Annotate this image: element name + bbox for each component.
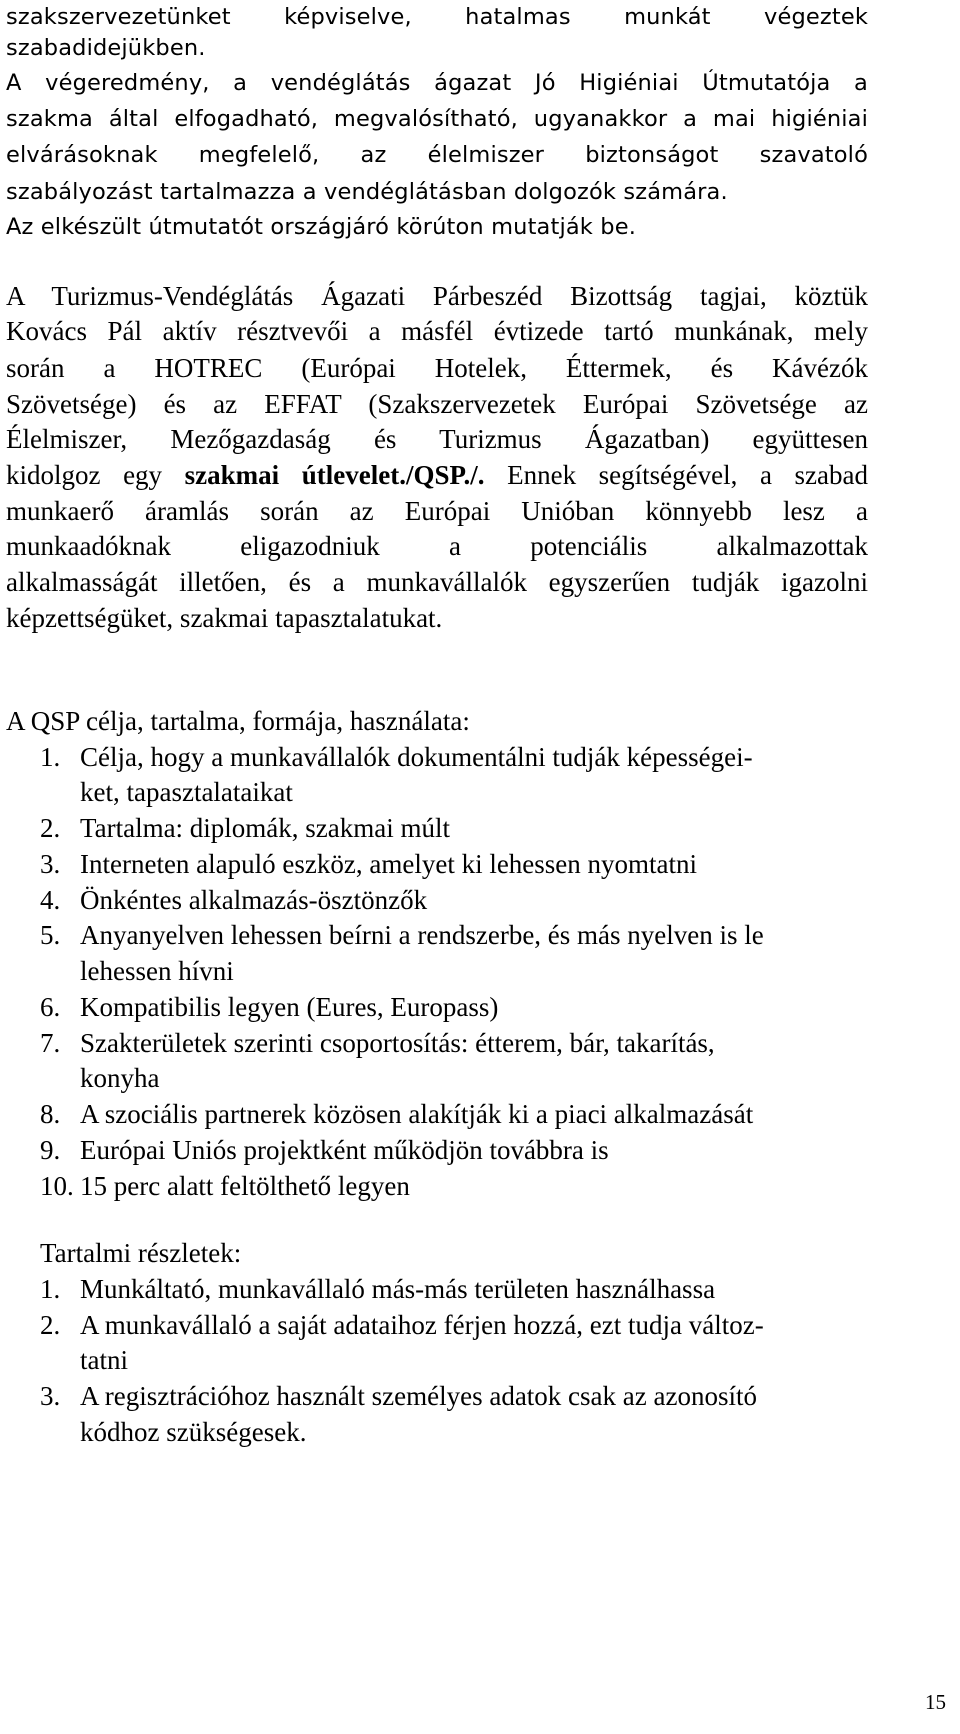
list-item-continuation: kódhoz szükségesek. [80,1417,307,1447]
list-text: Munkáltató, munkavállaló más-más területen használhassa [80,1274,716,1304]
list-item [0,1097,900,1131]
word: hatalmas [465,4,571,30]
paragraph-1-line-1 [6,0,868,34]
list-number: 1. [40,1274,61,1304]
list-number: 3. [40,849,61,879]
paragraph-1-line-6: szabályozást tartalmazza a vendéglátásban dolgozók számára. [6,179,728,205]
list-item [0,1272,900,1306]
paragraph-1-line-2: szabadidejükben. [6,35,206,61]
list-number: 9. [40,1135,61,1165]
list-number: 3. [40,1381,61,1411]
page-number: 15 [925,1690,946,1714]
word: végeztek [764,4,869,30]
list-item [0,990,900,1024]
list-text: Szakterületek szerinti csoportosítás: étterem, bár, takarítás, [80,1028,715,1058]
text-segment: kidolgoz egy [6,460,185,490]
paragraph-2-line-4: Szövetsége) és az EFFAT (Szakszervezetek Európai Szövetsége az [6,389,868,419]
paragraph-2-line-10: képzettségüket, szakmai tapasztalatukat. [6,603,443,633]
list-number: 6. [40,992,61,1022]
list-number: 7. [40,1028,61,1058]
paragraph-1-line-4: szakma által elfogadható, megvalósítható, ugyanakkor a mai higiéniai [6,106,868,132]
list-item [0,1308,900,1342]
list-item [0,1169,900,1203]
bold-term: szakmai útlevelet./QSP./. [184,460,485,490]
paragraph-2-line-9: alkalmasságát illetően, és a munkavállalók egyszerűen tudják igazolni [6,567,868,597]
list-item [0,883,900,917]
list-item-continuation: ket, tapasztalataikat [80,777,293,807]
list-text: Anyanyelven lehessen beírni a rendszerbe, és más nyelven is le [80,920,764,950]
paragraph-2-line-1: A Turizmus-Vendéglátás Ágazati Párbeszéd Bizottság tagjai, köztük [6,281,868,311]
section-heading: A QSP célja, tartalma, formája, használata: [6,706,470,736]
list-number: 8. [40,1099,61,1129]
list-item [0,918,900,952]
list-number: 10. [40,1171,74,1201]
list-item-continuation: tatni [80,1345,128,1375]
section-heading: Tartalmi részletek: [40,1238,242,1268]
paragraph-2-line-2: Kovács Pál aktív résztvevői a másfél évtizede tartó munkának, mely [6,316,868,346]
list-item [0,1379,900,1413]
list-text: Kompatibilis legyen (Eures, Europass) [80,992,499,1022]
list-number: 2. [40,813,61,843]
paragraph-1-line-7: Az elkészült útmutatót országjáró körúton mutatják be. [6,214,637,240]
list-item-continuation: konyha [80,1063,160,1093]
list-text: A regisztrációhoz használt személyes adatok csak az azonosító [80,1381,757,1411]
word: munkát [624,4,711,30]
list-text: Tartalma: diplomák, szakmai múlt [80,813,451,843]
paragraph-2-line-6 [6,458,868,492]
list-item [0,740,900,774]
paragraph-1-line-5: elvárásoknak megfelelő, az élelmiszer biztonságot szavatoló [6,142,868,168]
list-item [0,1026,900,1060]
text-segment: Ennek segítségével, a szabad [484,460,868,490]
list-item-continuation: lehessen hívni [80,956,234,986]
list-number: 2. [40,1310,61,1340]
word: szakszervezetünket [6,4,231,30]
list-number: 1. [40,742,61,772]
list-text: A munkavállaló a saját adataihoz férjen hozzá, ezt tudja változ- [80,1310,764,1340]
list-number: 4. [40,885,61,915]
list-number: 5. [40,920,61,950]
list-text: Célja, hogy a munkavállalók dokumentálni tudják képességei- [80,742,753,772]
word: képviselve, [284,4,412,30]
paragraph-1-line-3: A végeredmény, a vendéglátás ágazat Jó Higiéniai Útmutatója a [6,70,868,96]
list-item [0,1133,900,1167]
list-text: 15 perc alatt feltölthető legyen [80,1171,410,1201]
list-text: Önkéntes alkalmazás-ösztönzők [80,885,428,915]
paragraph-2-line-8: munkaadóknak eligazodniuk a potenciális alkalmazottak [6,531,868,561]
paragraph-2-line-3: során a HOTREC (Európai Hotelek, Éttermek, és Kávézók [6,353,868,383]
list-item [0,847,900,881]
paragraph-2-line-7: munkaerő áramlás során az Európai Unióban könnyebb lesz a [6,496,868,526]
list-text: Európai Uniós projektként működjön továbbra is [80,1135,609,1165]
list-item [0,811,900,845]
list-text: A szociális partnerek közösen alakítják ki a piaci alkalmazását [80,1099,754,1129]
paragraph-2-line-5: Élelmiszer, Mezőgazdaság és Turizmus Ágazatban) együttesen [6,424,868,454]
list-text: Interneten alapuló eszköz, amelyet ki lehessen nyomtatni [80,849,698,879]
